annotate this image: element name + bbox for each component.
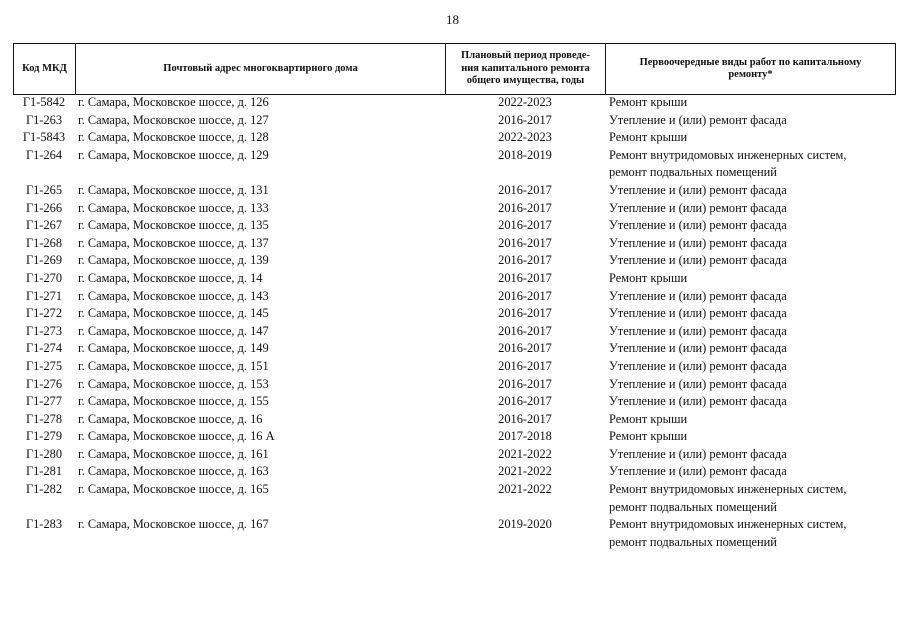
repair-works-line: ремонт подвальных помещений <box>609 165 777 180</box>
repair-works-line: Утепление и (или) ремонт фасада <box>609 376 787 391</box>
repair-works-line: Утепление и (или) ремонт фасада <box>609 218 787 233</box>
repair-works <box>605 323 895 341</box>
table-row <box>13 481 895 516</box>
postal-address: г. Самара, Московское шоссе, д. 163 <box>78 464 269 479</box>
repair-works-line: Утепление и (или) ремонт фасада <box>609 288 787 303</box>
repair-works <box>605 217 895 235</box>
postal-address: г. Самара, Московское шоссе, д. 14 <box>78 270 263 285</box>
mkd-code: Г1-267 <box>25 218 63 233</box>
repair-period: 2016-2017 <box>498 200 552 215</box>
repair-works-line: Утепление и (или) ремонт фасада <box>609 323 787 338</box>
repair-works <box>605 393 895 411</box>
mkd-code: Г1-281 <box>25 464 63 479</box>
table-row <box>13 358 895 376</box>
table-row <box>13 270 895 288</box>
repair-works-line: Утепление и (или) ремонт фасада <box>609 464 787 479</box>
table-row <box>13 252 895 270</box>
table-row <box>13 516 895 551</box>
postal-address: г. Самара, Московское шоссе, д. 165 <box>78 482 269 497</box>
repair-works <box>605 270 895 288</box>
repair-period: 2019-2020 <box>498 517 552 532</box>
repair-period: 2016-2017 <box>498 358 552 373</box>
postal-address: г. Самара, Московское шоссе, д. 16 <box>78 411 263 426</box>
repair-period: 2016-2017 <box>498 235 552 250</box>
mkd-code: Г1-269 <box>25 253 63 268</box>
repair-period: 2016-2017 <box>498 288 552 303</box>
table-row <box>13 340 895 358</box>
repair-works <box>605 340 895 358</box>
repair-period: 2022-2023 <box>498 95 552 109</box>
repair-works <box>605 94 895 112</box>
mkd-code: Г1-264 <box>25 147 63 162</box>
postal-address: г. Самара, Московское шоссе, д. 126 <box>78 95 269 109</box>
mkd-code: Г1-283 <box>25 517 63 532</box>
postal-address: г. Самара, Московское шоссе, д. 143 <box>78 288 269 303</box>
postal-address: г. Самара, Московское шоссе, д. 137 <box>78 235 269 250</box>
header-period-line: ния капитального ремонта <box>461 62 590 74</box>
repair-period: 2018-2019 <box>498 147 552 162</box>
repair-works-line: Ремонт крыши <box>609 270 688 285</box>
repair-works-line: Ремонт крыши <box>609 130 688 145</box>
repair-period: 2021-2022 <box>498 446 552 461</box>
repair-works-line: Ремонт внутридомовых инженерных систем, <box>609 482 847 497</box>
table-row <box>13 411 895 429</box>
repair-works <box>605 235 895 253</box>
repair-period: 2016-2017 <box>498 341 552 356</box>
repair-period: 2021-2022 <box>498 482 552 497</box>
postal-address: г. Самара, Московское шоссе, д. 145 <box>78 306 269 321</box>
table-row <box>13 376 895 394</box>
repair-period: 2016-2017 <box>498 253 552 268</box>
mkd-code: Г1-280 <box>25 446 63 461</box>
repair-period: 2016-2017 <box>498 112 552 127</box>
repair-period: 2022-2023 <box>498 130 552 145</box>
mkd-code: Г1-268 <box>25 235 63 250</box>
table-row <box>13 446 895 464</box>
mkd-code: Г1-266 <box>25 200 63 215</box>
repair-period: 2016-2017 <box>498 306 552 321</box>
repair-works <box>605 358 895 376</box>
mkd-code: Г1-263 <box>25 112 63 127</box>
table-row <box>13 147 895 182</box>
repair-period: 2016-2017 <box>498 323 552 338</box>
table-row <box>13 305 895 323</box>
repair-period: 2016-2017 <box>498 270 552 285</box>
repair-works-line: Утепление и (или) ремонт фасада <box>609 341 787 356</box>
mkd-code: Г1-282 <box>25 482 63 497</box>
repair-works-line: Утепление и (или) ремонт фасада <box>609 394 787 409</box>
postal-address: г. Самара, Московское шоссе, д. 155 <box>78 394 269 409</box>
repair-works-line: ремонт подвальных помещений <box>609 499 777 514</box>
postal-address: г. Самара, Московское шоссе, д. 167 <box>78 517 269 532</box>
postal-address: г. Самара, Московское шоссе, д. 131 <box>78 182 269 197</box>
table-row <box>13 323 895 341</box>
postal-address: г. Самара, Московское шоссе, д. 139 <box>78 253 269 268</box>
header-period <box>446 44 606 95</box>
mkd-code: Г1-5842 <box>22 95 66 109</box>
postal-address: г. Самара, Московское шоссе, д. 16 А <box>78 429 275 444</box>
repair-works <box>605 305 895 323</box>
table-row <box>13 129 895 147</box>
repair-works-line: Утепление и (или) ремонт фасада <box>609 182 787 197</box>
repair-works <box>605 516 895 551</box>
mkd-code: Г1-279 <box>25 429 63 444</box>
repair-works-line: Ремонт внутридомовых инженерных систем, <box>609 517 847 532</box>
repair-period: 2017-2018 <box>498 429 552 444</box>
repair-works-line: Ремонт крыши <box>609 411 688 426</box>
repair-works <box>605 446 895 464</box>
repair-works-line: ремонт подвальных помещений <box>609 534 777 549</box>
repair-works-line: Ремонт крыши <box>609 95 688 109</box>
postal-address: г. Самара, Московское шоссе, д. 133 <box>78 200 269 215</box>
table-row <box>13 217 895 235</box>
repair-period: 2016-2017 <box>498 218 552 233</box>
postal-address: г. Самара, Московское шоссе, д. 147 <box>78 323 269 338</box>
table-row <box>13 200 895 218</box>
table-header <box>13 43 896 95</box>
repair-works <box>605 147 895 182</box>
repair-works-line: Утепление и (или) ремонт фасада <box>609 235 787 250</box>
table-row <box>13 94 895 112</box>
repair-works <box>605 463 895 481</box>
repair-period: 2016-2017 <box>498 182 552 197</box>
mkd-code: Г1-271 <box>25 288 63 303</box>
repair-works-line: Ремонт внутридомовых инженерных систем, <box>609 147 847 162</box>
repair-works-line: Утепление и (или) ремонт фасада <box>609 446 787 461</box>
mkd-code: Г1-270 <box>25 270 63 285</box>
table-row <box>13 182 895 200</box>
table-body <box>13 94 895 551</box>
postal-address: г. Самара, Московское шоссе, д. 149 <box>78 341 269 356</box>
mkd-code: Г1-265 <box>25 182 63 197</box>
postal-address: г. Самара, Московское шоссе, д. 151 <box>78 358 269 373</box>
header-period-line: общего имущества, годы <box>466 75 585 87</box>
header-address: Почтовый адрес многоквартирного дома <box>76 44 446 95</box>
repair-works <box>605 428 895 446</box>
table-row <box>13 393 895 411</box>
repair-works <box>605 411 895 429</box>
postal-address: г. Самара, Московское шоссе, д. 161 <box>78 446 269 461</box>
repair-period: 2021-2022 <box>498 464 552 479</box>
repair-works-line: Утепление и (или) ремонт фасада <box>609 112 787 127</box>
repair-works-line: Ремонт крыши <box>609 429 688 444</box>
mkd-code: Г1-5843 <box>22 130 66 145</box>
repair-works <box>605 129 895 147</box>
repair-works <box>605 288 895 306</box>
repair-works <box>605 200 895 218</box>
header-code: Код МКД <box>14 44 76 95</box>
mkd-code: Г1-277 <box>25 394 63 409</box>
page-number: 18 <box>446 12 459 27</box>
postal-address: г. Самара, Московское шоссе, д. 127 <box>78 112 269 127</box>
postal-address: г. Самара, Московское шоссе, д. 129 <box>78 147 269 162</box>
repair-period: 2016-2017 <box>498 394 552 409</box>
mkd-code: Г1-275 <box>25 358 63 373</box>
repair-works-line: Утепление и (или) ремонт фасада <box>609 253 787 268</box>
header-works-line: ремонту* <box>728 69 773 80</box>
mkd-code: Г1-276 <box>25 376 63 391</box>
header-period-line: Плановый период проведе- <box>461 50 590 62</box>
mkd-code: Г1-278 <box>25 411 63 426</box>
postal-address: г. Самара, Московское шоссе, д. 128 <box>78 130 269 145</box>
table-row <box>13 463 895 481</box>
table-row <box>13 112 895 130</box>
repair-period: 2016-2017 <box>498 411 552 426</box>
header-works-line: Первоочередные виды работ по капитальному <box>639 56 862 68</box>
mkd-code: Г1-274 <box>25 341 63 356</box>
repair-works <box>605 481 895 516</box>
repair-works <box>605 252 895 270</box>
postal-address: г. Самара, Московское шоссе, д. 135 <box>78 218 269 233</box>
table-row <box>13 235 895 253</box>
postal-address: г. Самара, Московское шоссе, д. 153 <box>78 376 269 391</box>
repair-works <box>605 376 895 394</box>
table-row <box>13 288 895 306</box>
mkd-code: Г1-273 <box>25 323 63 338</box>
repair-period: 2016-2017 <box>498 376 552 391</box>
repair-works-line: Утепление и (или) ремонт фасада <box>609 358 787 373</box>
repair-works <box>605 112 895 130</box>
header-works <box>606 44 896 95</box>
repair-works-line: Утепление и (или) ремонт фасада <box>609 200 787 215</box>
mkd-code: Г1-272 <box>25 306 63 321</box>
table-row <box>13 428 895 446</box>
repair-works-line: Утепление и (или) ремонт фасада <box>609 306 787 321</box>
repair-works <box>605 182 895 200</box>
